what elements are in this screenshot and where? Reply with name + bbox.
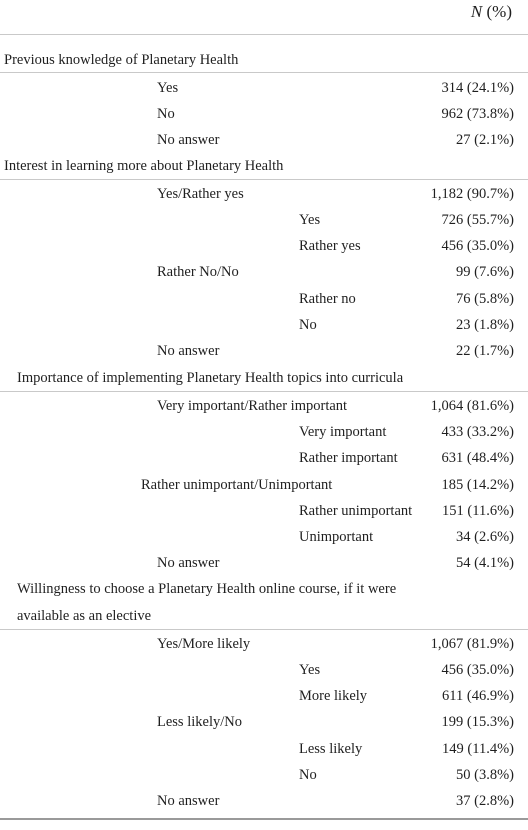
row-value: 611 (46.9%) [442,688,514,704]
row-value: 22 (1.7%) [456,343,514,359]
row-label: Rather unimportant/Unimportant [141,477,333,493]
row-value: 149 (11.4%) [442,741,514,757]
row-label: Yes [299,662,321,678]
row-value: 199 (15.3%) [441,714,514,730]
row-value: 185 (14.2%) [441,477,514,493]
row-label: Very important/Rather important [157,398,348,414]
row-label: Rather important [299,450,398,466]
section-rule [0,391,528,392]
row-label: Yes/More likely [157,636,251,652]
section-title-line-2: available as an elective [17,608,152,624]
row-label: No [299,767,317,783]
row-label: Yes [299,212,321,228]
row-label: No [157,106,175,122]
row-label: No answer [157,555,220,571]
header-n-label: N [470,2,483,21]
row-label: Rather No/No [157,264,239,280]
row-value: 314 (24.1%) [441,80,514,96]
row-label: No answer [157,132,220,148]
row-label: Yes/Rather yes [157,186,244,202]
section-rule [0,179,528,180]
row-value: 962 (73.8%) [441,106,514,122]
section-title: Interest in learning more about Planetary Health [4,158,284,174]
table-bottom-rule [0,818,528,820]
section-title: Previous knowledge of Planetary Health [4,52,239,68]
row-label: More likely [299,688,368,704]
row-label: No [299,317,317,333]
header-percent-label: (%) [486,2,512,21]
section-title-line-1: Willingness to choose a Planetary Health online course, if it were [17,581,397,597]
row-value: 1,064 (81.6%) [430,398,514,414]
row-value: 23 (1.8%) [456,317,514,333]
row-value: 99 (7.6%) [456,264,514,280]
row-value: 456 (35.0%) [441,238,514,254]
row-value: 27 (2.1%) [456,132,514,148]
row-value: 726 (55.7%) [441,212,514,228]
row-value: 631 (48.4%) [441,450,514,466]
section-rule [0,629,528,630]
header-rule [0,34,528,35]
row-value: 50 (3.8%) [456,767,514,783]
row-value: 151 (11.6%) [442,503,514,519]
row-label: No answer [157,343,220,359]
row-label: Yes [157,80,179,96]
row-value: 456 (35.0%) [441,662,514,678]
row-value: 76 (5.8%) [456,291,514,307]
row-value: 37 (2.8%) [456,793,514,809]
row-value: 1,067 (81.9%) [430,636,514,652]
row-label: Very important [299,424,387,440]
row-label: Rather no [299,291,356,307]
row-label: Less likely [299,741,363,757]
row-value: 433 (33.2%) [441,424,514,440]
section-title: Importance of implementing Planetary Health topics into curricula [17,370,404,386]
row-value: 1,182 (90.7%) [430,186,514,202]
column-header-n-percent [471,0,512,24]
row-label: Less likely/No [157,714,242,730]
row-value: 34 (2.6%) [456,529,514,545]
row-value: 54 (4.1%) [456,555,514,571]
row-label: No answer [157,793,220,809]
section-rule [0,72,528,73]
row-label: Rather yes [299,238,361,254]
row-label: Rather unimportant [299,503,413,519]
row-label: Unimportant [299,529,374,545]
